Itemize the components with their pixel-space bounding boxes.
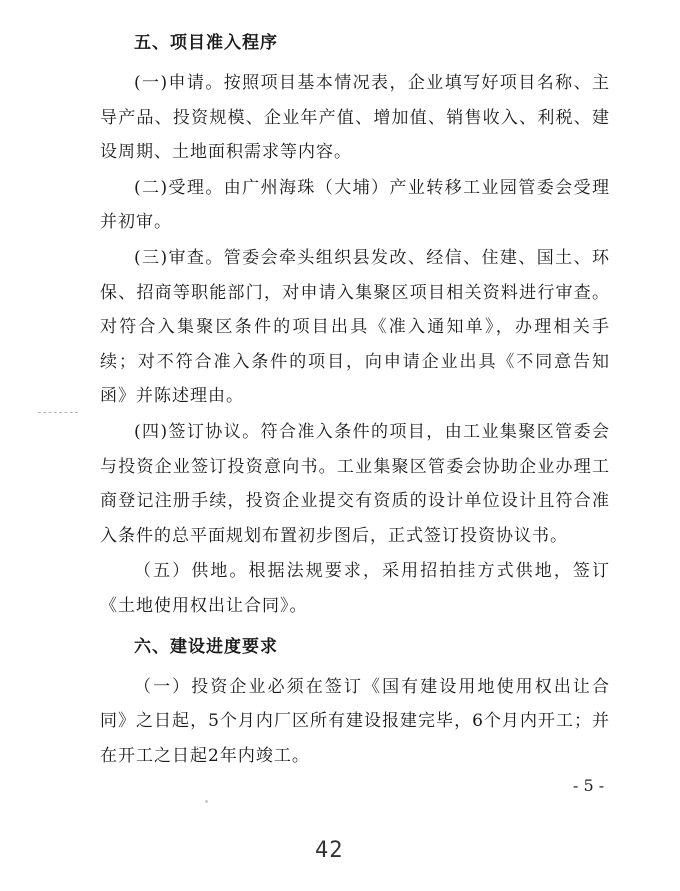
paragraph-land-supply: （五）供地。根据法规要求，采用招拍挂方式供地，签订《土地使用权出让合同》。 — [100, 561, 610, 616]
paragraph-application: (一)申请。按照项目基本情况表，企业填写好项目名称、主导产品、投资规模、企业年产值、增加值、销售收入、利税、建设周期、土地面积需求等内容。 — [100, 73, 610, 163]
section-heading-5: 五、项目准入程序 — [134, 33, 278, 53]
paragraph-review: (三)审查。管委会牵头组织县发改、经信、住建、国土、环保、招商等职能部门，对申请入集聚区项目相关资料进行审查。对符合入集聚区条件的项目出具《准入通知单》，办理相关手续；对不符合准入条件的项目，向申请企业出具《不同意告知函》并陈述理由。 — [100, 247, 610, 407]
page-number: - 5 - — [573, 776, 605, 795]
scan-artifact-line — [38, 412, 78, 413]
document-body — [100, 20, 610, 773]
section-heading-6: 六、建设进度要求 — [134, 636, 278, 657]
scan-artifact-dot — [205, 800, 208, 803]
handwritten-page-stamp: 42 — [315, 838, 344, 863]
paragraph-acceptance: (二)受理。由广州海珠（大埔）产业转移工业园管委会受理并初审。 — [100, 177, 610, 233]
paragraph-agreement: (四)签订协议。符合准入条件的项目，由工业集聚区管委会与投资企业签订投资意向书。工业集聚区管委会协助企业办理工商登记注册手续，投资企业提交有资质的设计单位设计且符合准入条件的总平面规划布置初步图后，正式签订投资协议书。 — [100, 421, 610, 546]
paragraph-schedule: （一）投资企业必须在签订《国有建设用地使用权出让合同》之日起，5个月内厂区所有建设报建完毕，6个月内开工；并在开工之日起2年内竣工。 — [100, 676, 610, 766]
